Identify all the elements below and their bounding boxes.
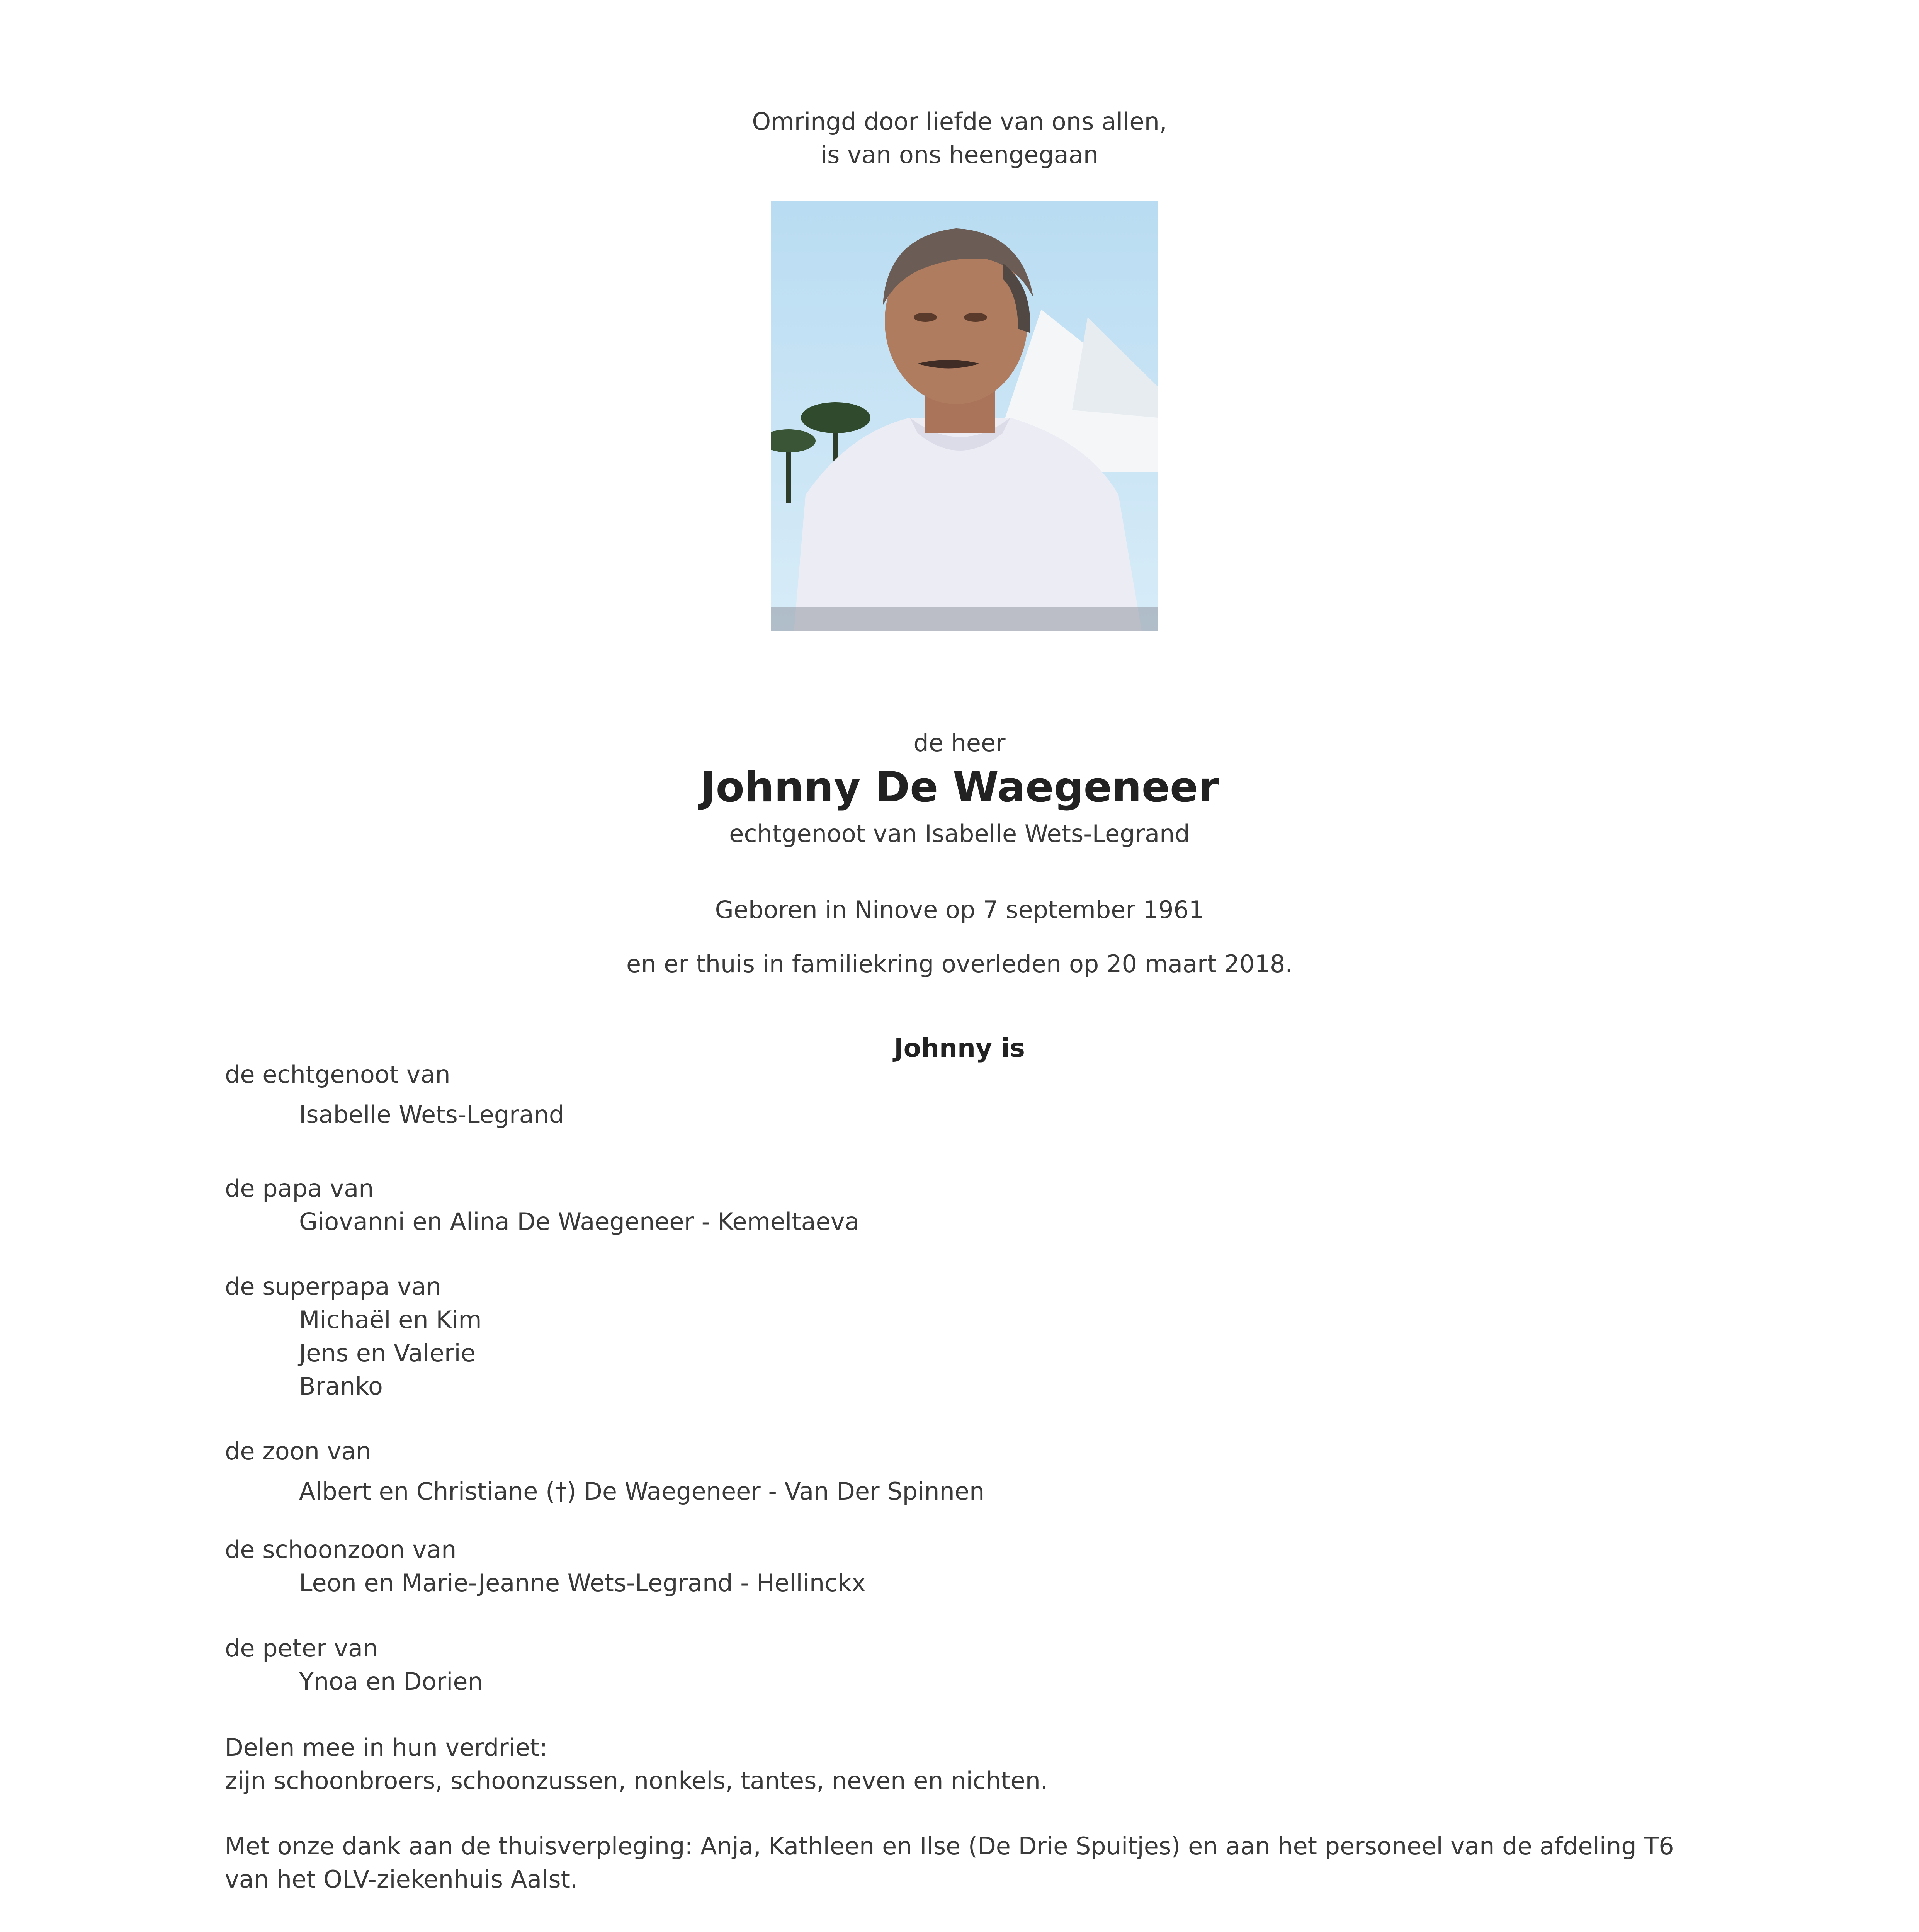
relation-name: Michaël en Kim [299,1306,482,1334]
deceased-name: Johnny De Waegeneer [700,763,1219,811]
sharing-line: zijn schoonbroers, schoonzussen, nonkels, tantes, neven en nichten. [225,1767,1048,1795]
honorific: de heer [913,729,1006,757]
relation-godfather [225,1632,483,1698]
relation-head: de papa van [225,1174,374,1202]
relation-father [225,1172,859,1238]
sharing-line: Delen mee in hun verdriet: [225,1733,548,1762]
relation-son-in-law [225,1533,866,1600]
relation-name: Albert en Christiane (†) De Waegeneer - Van Der Spinnen [299,1477,985,1505]
relation-head: de schoonzoon van [225,1536,457,1564]
relation-head: de zoon van [225,1437,371,1465]
sharing-paragraph [225,1731,1048,1798]
relation-head: de superpapa van [225,1272,442,1301]
relation-head: de echtgenoot van [225,1060,450,1088]
relation-spouse [225,1058,564,1131]
intro-line: Omringd door liefde van ons allen, [752,107,1167,136]
relation-name: Branko [299,1372,383,1400]
relation-name: Jens en Valerie [299,1339,476,1367]
relation-name: Ynoa en Dorien [299,1667,483,1696]
relation-name: Leon en Marie-Jeanne Wets-Legrand - Hellinckx [299,1569,866,1597]
thanks-line: Met onze dank aan de thuisverpleging: Anja, Kathleen en Ilse (De Drie Spuitjes) en aan het personeel van de afdeling T6 [225,1832,1674,1860]
death-line: en er thuis in familiekring overleden op 20 maart 2018. [626,950,1293,978]
relation-name: Isabelle Wets-Legrand [299,1100,564,1129]
intro-line: is van ons heengegaan [820,141,1099,169]
birth-line: Geboren in Ninove op 7 september 1961 [715,896,1204,924]
thanks-paragraph [225,1830,1674,1896]
portrait-photo [771,201,1158,631]
relation-name: Giovanni en Alina De Waegeneer - Kemeltaeva [299,1208,860,1236]
thanks-line: van het OLV-ziekenhuis Aalst. [225,1865,578,1893]
intro-text [0,105,1919,172]
relation-head: de peter van [225,1634,378,1662]
portrait-illustration [771,201,1158,631]
relations-heading: Johnny is [894,1033,1025,1063]
spouse-line: echtgenoot van Isabelle Wets-Legrand [729,820,1190,848]
relation-superpapa [225,1270,482,1403]
relation-son [225,1435,984,1508]
